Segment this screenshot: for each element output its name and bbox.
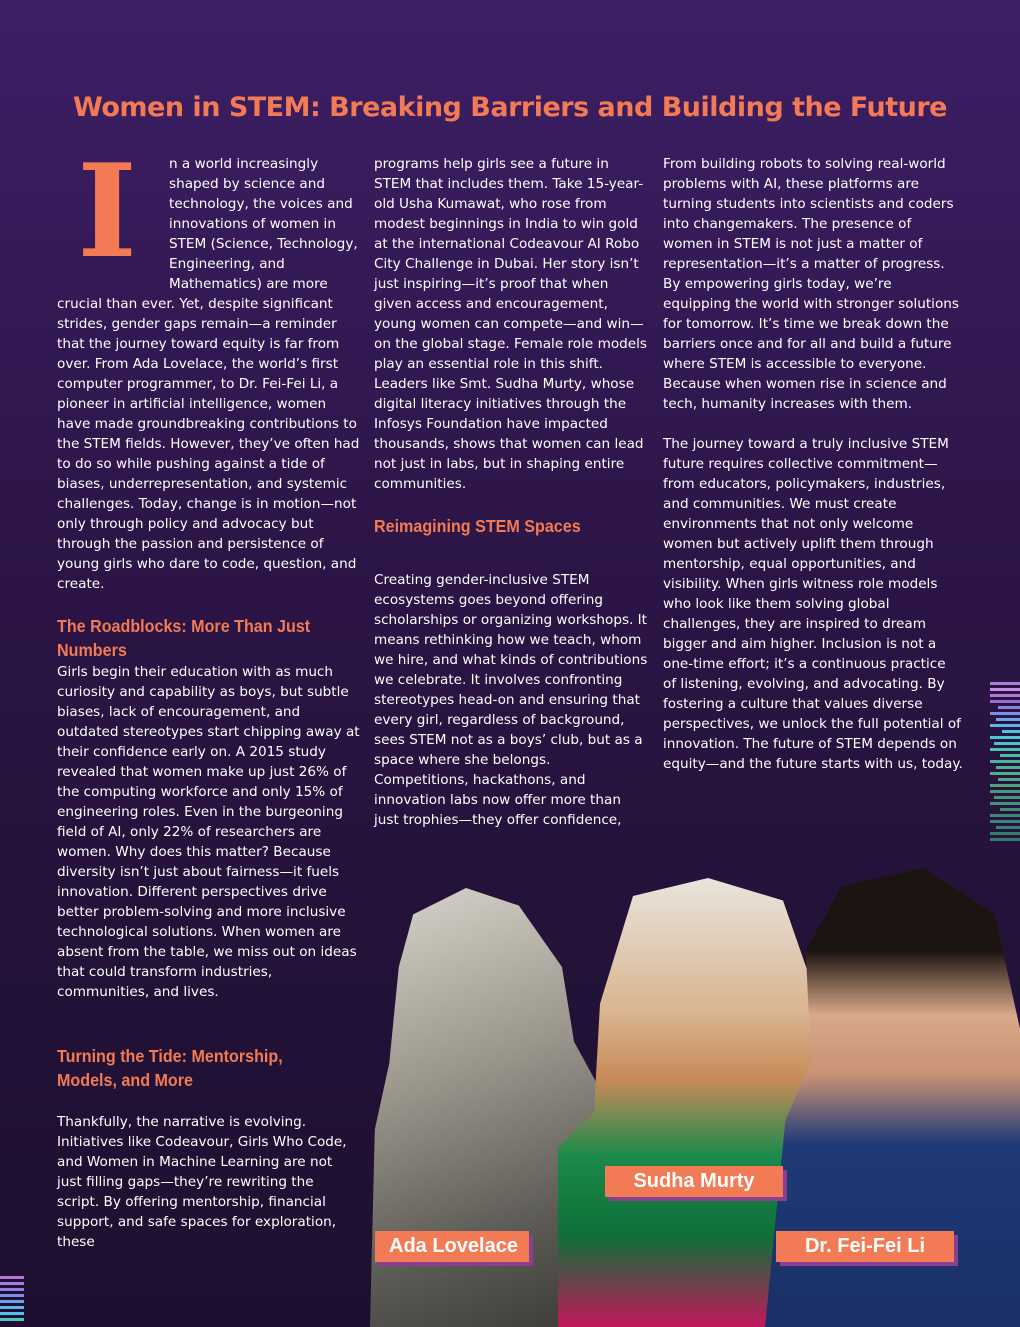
- roadblocks-paragraph: Girls begin their education with as much curiosity and capability as boys, but subtle biases, lack of encouragement, and outdated stereotypes start chipping away at their confidence early on. A 2015 study revealed that women make up just 26% of the computing workforce and only 15% of engineering roles. Even in the burgeoning field of AI, only 22% of researchers are women. Why does this matter? Because diversity isn’t just about fairness—it fuels innovation. Different perspectives drive better problem-solving and more inclusive technological solutions. When women are absent from the table, we miss out on ideas that could transform industries, communities, and lives.: [57, 664, 360, 1000]
- drop-cap: I: [77, 137, 137, 287]
- page-title: Women in STEM: Breaking Barriers and Building the Future: [73, 92, 947, 123]
- reimagining-heading: Reimagining STEM Spaces: [374, 516, 581, 536]
- intro-paragraph: n a world increasingly shaped by science and technology, the voices and innovations of women in STEM (Science, Technology, Engineering, and Mathematics) are more crucial than ever. Yet, despite significant strides, gender gaps remain—a reminder that the journey toward equity is far from over. From Ada Lovelace, the world’s first computer programmer, to Dr. Fei-Fei Li, a pioneer in artificial intelligence, women have made groundbreaking contributions to the STEM fields. However, they’ve often had to do so while pushing against a tide of biases, underrepresentation, and systemic challenges. Today, change is in motion—not only through policy and advocacy but through the passion and persistence of young girls who dare to code, question, and create.: [57, 156, 360, 592]
- tide-paragraph-start: Thankfully, the narrative is evolving. Initiatives like Codeavour, Girls Who Code, and Women in Machine Learning are not just filling gaps—they’re rewriting the script. By offering mentorship, financial support, and safe spaces for exploration, these: [57, 1114, 347, 1250]
- caption-ada-lovelace: Ada Lovelace: [375, 1231, 529, 1262]
- column-1: [57, 137, 360, 1252]
- caption-fei-fei-li: Dr. Fei-Fei Li: [776, 1231, 954, 1262]
- tide-paragraph-continued: programs help girls see a future in STEM that includes them. Take 15-year-old Usha Kumawat, who rose from modest beginnings in India to win gold at the international Codeavour AI Robo City Challenge in Dubai. Her story isn’t just inspiring—it’s proof that when given access and encouragement, young women can compete—and win—on the global stage. Female role models play an essential role in this shift. Leaders like Smt. Sudha Murty, whose digital literacy initiatives through the Infosys Foundation have impacted thousands, shows that women can lead not just in labs, but in shaping entire communities.: [374, 156, 647, 492]
- roadblocks-heading: The Roadblocks: More Than Just Numbers: [57, 616, 311, 660]
- reimagining-paragraph-continued: From building robots to solving real-world problems with AI, these platforms are turning students into scientists and coders into changemakers. The presence of women in STEM is not just a matter of representation—it’s a matter of progress. By empowering girls today, we’re equipping the world with stronger solutions for tomorrow. It’s time we break down the barriers once and for all and build a future where STEM is accessible to everyone. Because when women rise in science and tech, humanity increases with them.: [663, 156, 959, 412]
- journey-paragraph: The journey toward a truly inclusive STEM future requires collective commitment—from educators, policymakers, industries, and communities. We must create environments that not only welcome women but actively uplift them through mentorship, equal opportunities, and visibility. When girls witness role models who look like them solving global challenges, they are inspired to dream bigger and aim higher. Inclusion is not a one-time effort; it’s a continuous practice of listening, evolving, and advocating. By fostering a culture that values diverse perspectives, we unlock the full potential of innovation. The future of STEM depends on equity—and the future starts with us, today.: [663, 436, 963, 772]
- caption-sudha-murty: Sudha Murty: [605, 1166, 783, 1197]
- decorative-stripes-left: [0, 1276, 24, 1324]
- reimagining-paragraph-start: Creating gender-inclusive STEM ecosystems goes beyond offering scholarships or organizing workshops. It means rethinking how we teach, whom we hire, and what kinds of contributions we celebrate. It involves confronting stereotypes head-on and ensuring that every girl, regardless of background, sees STEM not as a boys’ club, but as a space where she belongs. Competitions, hackathons, and innovation labs now offer more than just trophies—they offer confidence,: [374, 572, 648, 828]
- column-2: [374, 154, 649, 830]
- tide-heading: Turning the Tide: Mentorship, Models, and More: [57, 1046, 283, 1090]
- column-3: [663, 154, 963, 774]
- decorative-stripes-right: [990, 682, 1020, 844]
